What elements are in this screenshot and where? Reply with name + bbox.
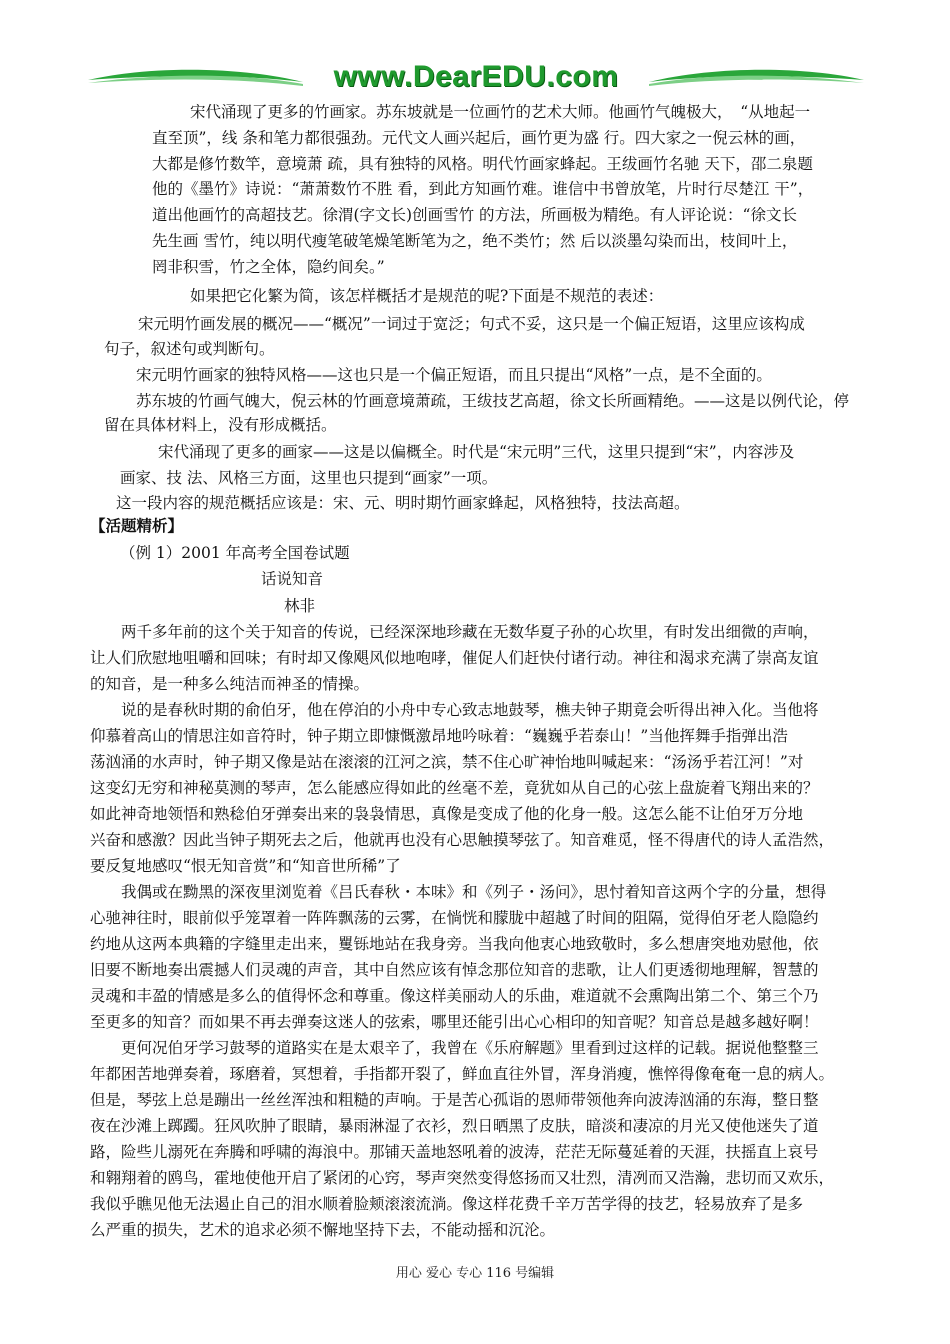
- text-line: 如此神奇地领悟和熟稔伯牙弹奏出来的袅袅情思，真像是变成了他的化身一般。这怎么能不让伯牙万分地: [90, 805, 804, 823]
- text-line: 灵魂和丰盈的情感是多么的值得怀念和尊重。像这样美丽动人的乐曲，难道就不会熏陶出第二个、第三个乃: [90, 987, 819, 1005]
- text-line: 道出他画竹的高超技艺。徐渭(字文长)创画雪竹 的方法，所画极为精绝。有人评论说：“徐文长: [152, 206, 797, 224]
- text-line: 宋元明竹画家的独特风格——这也只是一个偏正短语，而且只提出“风格”一点，是不全面的。: [136, 366, 772, 384]
- text-line: 夜在沙滩上踯躅。狂风吹肿了眼睛，暴雨淋湿了衣衫，烈日晒黑了皮肤，暗淡和凄凉的月光又使他迷失了道: [90, 1117, 819, 1135]
- text-line: 约地从这两本典籍的字缝里走出来，矍铄地站在我身旁。当我向他衷心地致敬时，多么想唐突地劝慰他，依: [90, 935, 819, 953]
- text-line: 大都是修竹数竿，意境萧 疏，具有独特的风格。明代竹画家蜂起。王绂画竹名驰 天下，邵二泉题: [152, 155, 813, 173]
- text-line: 说的是春秋时期的俞伯牙，他在停泊的小舟中专心致志地鼓琴，樵夫钟子期竟会听得出神入化。当他将: [121, 701, 819, 719]
- text-line: 句子，叙述句或判断句。: [104, 340, 275, 358]
- text-line: 仰慕着高山的情思注如音符时，钟子期立即慷慨激昂地吟咏着：“巍巍乎若泰山！”当他挥舞手指弹出浩: [90, 727, 788, 745]
- text-line: 罔非积雪，竹之全体，隐约间矣。”: [152, 258, 385, 276]
- text-line: 但是，琴弦上总是蹦出一丝丝浑浊和粗糙的声响。于是苦心孤诣的恩师带领他奔向波涛汹涌的东海，整日整: [90, 1091, 819, 1109]
- example-label: （例 1）2001 年高考全国卷试题: [120, 544, 350, 562]
- text-line: 我偶或在黝黑的深夜里浏览着《吕氏春秋・本味》和《列子・汤问》，思忖着知音这两个字的分量，想得: [121, 883, 827, 901]
- text-line: 宋元明竹画发展的概况——“概况”一词过于宽泛；句式不妥，这只是一个偏正短语，这里应该构成: [138, 315, 805, 333]
- text-line: 荡汹涌的水声时，钟子期又像是站在滚滚的江河之滨，禁不住心旷神怡地叫喊起来：“汤汤乎若江河！”对: [90, 753, 804, 771]
- text-line: 的知音，是一种多么纯洁而神圣的情操。: [90, 675, 370, 693]
- text-line: 么严重的损失，艺术的追求必须不懈地坚持下去，不能动摇和沉沦。: [90, 1221, 556, 1239]
- page-footer: 用心 爱心 专心 116 号编辑: [395, 1266, 555, 1281]
- text-line: 宋代涌现了更多的画家——这是以偏概全。时代是“宋元明”三代，这里只提到“宋”，内容涉及: [158, 443, 795, 461]
- text-line: 旧要不断地奏出震撼人们灵魂的声音，其中自然应该有悼念那位知音的悲歌，让人们更透彻地理解，智慧的: [90, 961, 819, 979]
- text-line: 这变幻无穷和神秘莫测的琴声，怎么能感应得如此的丝毫不差，竟犹如从自己的心弦上盘旋着飞翔出来的？: [90, 779, 819, 797]
- site-header-banner: [88, 58, 864, 100]
- text-line: 他的《墨竹》诗说：“萧萧数竹不胜 看，到此方知画竹难。谁信中书曾放笔，片时行尽楚江 干”，: [152, 180, 814, 198]
- text-line: 要反复地感叹“恨无知音赏”和“知音世所稀”了: [90, 857, 401, 875]
- text-line: 先生画 雪竹，纯以明代瘦笔破笔燥笔断笔为之，绝不类竹；然 后以淡墨勾染而出，枝间叶上，: [152, 232, 798, 250]
- text-line: 路，险些儿溺死在奔腾和呼啸的海浪中。那铺天盖地怒吼着的波涛，茫茫无际蔓延着的天涯，扶摇直上哀号: [90, 1143, 819, 1161]
- text-line: 至更多的知音？而如果不再去弹奏这迷人的弦索，哪里还能引出心心相印的知音呢？知音总是越多越好啊！: [90, 1013, 819, 1031]
- text-line: 苏东坡的竹画气魄大，倪云林的竹画意境萧疏，王绂技艺高超，徐文长所画精绝。——这是以例代论，停: [136, 392, 850, 410]
- text-line: 年都困苦地弹奏着，琢磨着，冥想着，手指都开裂了，鲜血直往外冒，浑身消瘦，憔悴得像奄奄一息的病人。: [90, 1065, 835, 1083]
- text-line: 这一段内容的规范概括应该是：宋、元、明时期竹画家蜂起，风格独特，技法高超。: [116, 494, 690, 512]
- text-line: 留在具体材料上，没有形成概括。: [104, 416, 337, 434]
- section-heading: 【活题精析】: [90, 517, 184, 535]
- site-name: www.DearEDU.com: [333, 60, 619, 93]
- text-line: 直至顶”，线 条和笔力都很强劲。元代文人画兴起后，画竹更为盛 行。四大家之一倪云林的画，: [152, 129, 806, 147]
- text-line: 两千多年前的这个关于知音的传说，已经深深地珍藏在无数华夏子孙的心坎里，有时发出细微的声响，: [121, 623, 819, 641]
- text-line: 我似乎瞧见他无法遏止自己的泪水顺着脸颊滚滚流淌。像这样花费千辛万苦学得的技艺，轻易放弃了是多: [90, 1195, 804, 1213]
- text-line: 更何况伯牙学习鼓琴的道路实在是太艰辛了，我曾在《乐府解题》里看到过这样的记载。据说他整整三: [121, 1039, 819, 1057]
- text-line: 兴奋和感激？因此当钟子期死去之后，他就再也没有心思触摸琴弦了。知音难觅，怪不得唐代的诗人孟浩然，: [90, 831, 835, 849]
- article-title: 话说知音: [261, 570, 324, 588]
- article-author: 林非: [284, 597, 316, 615]
- text-line: 和翱翔着的鸥鸟，霍地使他开启了紧闭的心窍，琴声突然变得悠扬而又壮烈，清冽而又浩瀚，悲切而又欢乐，: [90, 1169, 835, 1187]
- text-line: 如果把它化繁为简，该怎样概括才是规范的呢?下面是不规范的表述：: [190, 287, 664, 305]
- text-line: 心驰神往时，眼前似乎笼罩着一阵阵飘荡的云雾，在惝恍和朦胧中超越了时间的阻隔，觉得伯牙老人隐隐约: [90, 909, 819, 927]
- text-line: 宋代涌现了更多的竹画家。苏东坡就是一位画竹的艺术大师。他画竹气魄极大， “从地起一: [190, 103, 811, 121]
- text-line: 画家、技 法、风格三方面，这里也只提到“画家”一项。: [120, 469, 498, 487]
- text-line: 让人们欣慰地咀嚼和回味；有时却又像飓风似地咆哮，催促人们赶快付诸行动。神往和渴求充满了崇高友谊: [90, 649, 819, 667]
